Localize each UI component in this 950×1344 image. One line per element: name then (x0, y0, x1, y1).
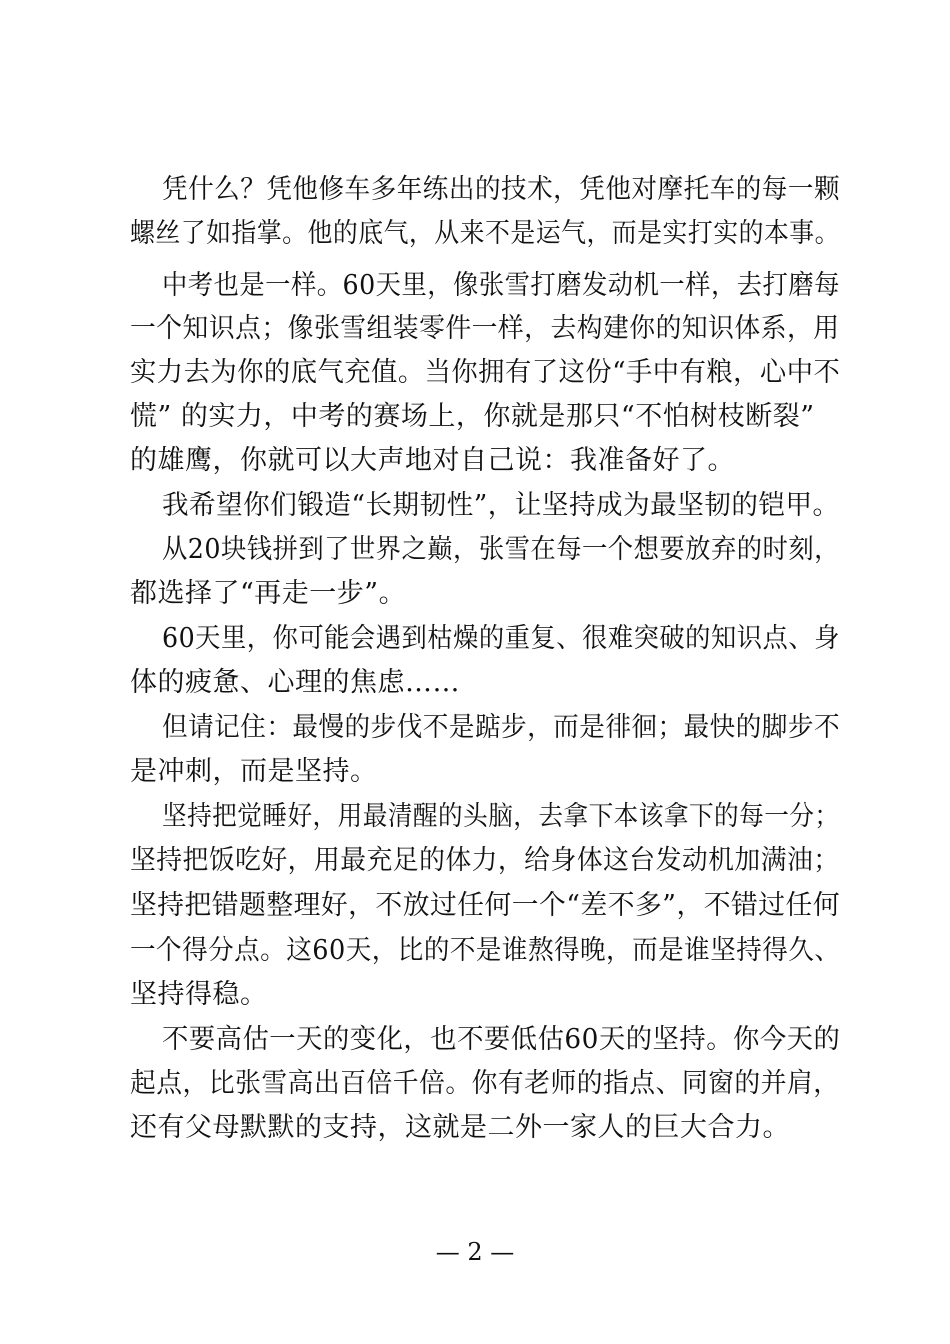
text-line: 体的疲惫、心理的焦虑…… (130, 667, 460, 698)
text-line: 不要高估一天的变化，也不要低估60天的坚持。你今天的 (162, 1024, 841, 1055)
text-line: 螺丝了如指掌。他的底气，从来不是运气，而是实打实的本事。 (130, 218, 841, 249)
text-line: 我希望你们锻造“长期韧性”，让坚持成为最坚韧的铠甲。 (162, 490, 840, 521)
text-line: 实力去为你的底气充值。当你拥有了这份“手中有粮，心中不 (130, 357, 841, 388)
text-line: 中考也是一样。60天里，像张雪打磨发动机一样，去打磨每 (162, 270, 840, 301)
text-line: 坚持把错题整理好，不放过任何一个“差不多”，不错过任何 (130, 890, 841, 921)
text-line: 坚持把觉睡好，用最清醒的头脑，去拿下本该拿下的每一分； (162, 801, 840, 832)
text-line: 还有父母默默的支持，这就是二外一家人的巨大合力。 (130, 1112, 790, 1143)
text-line: 慌” 的实力，中考的赛场上，你就是那只“不怕树枝断裂” (130, 401, 815, 432)
text-line: 的雄鹰，你就可以大声地对自己说：我准备好了。 (130, 445, 735, 476)
text-line: 但请记住：最慢的步伐不是踮步，而是徘徊；最快的脚步不 (162, 712, 841, 743)
text-line: 凭什么？凭他修车多年练出的技术，凭他对摩托车的每一颗 (162, 174, 841, 205)
text-line: 一个得分点。这60天，比的不是谁熬得晚，而是谁坚持得久、 (130, 935, 841, 966)
text-line: 60天里，你可能会遇到枯燥的重复、很难突破的知识点、身 (162, 623, 840, 654)
page-number: — 2 — (435, 1238, 515, 1266)
text-line: 坚持得稳。 (130, 979, 268, 1010)
text-line: 都选择了“再走一步”。 (130, 578, 407, 609)
text-line: 起点，比张雪高出百倍千倍。你有老师的指点、同窗的并肩， (130, 1068, 840, 1099)
text-line: 一个知识点；像张雪组装零件一样，去构建你的知识体系，用 (130, 313, 840, 344)
text-line: 坚持把饭吃好，用最充足的体力，给身体这台发动机加满油； (130, 845, 840, 876)
text-line: 从20块钱拼到了世界之巅，张雪在每一个想要放弃的时刻， (162, 534, 840, 565)
text-line: 是冲刺，而是坚持。 (130, 756, 378, 787)
